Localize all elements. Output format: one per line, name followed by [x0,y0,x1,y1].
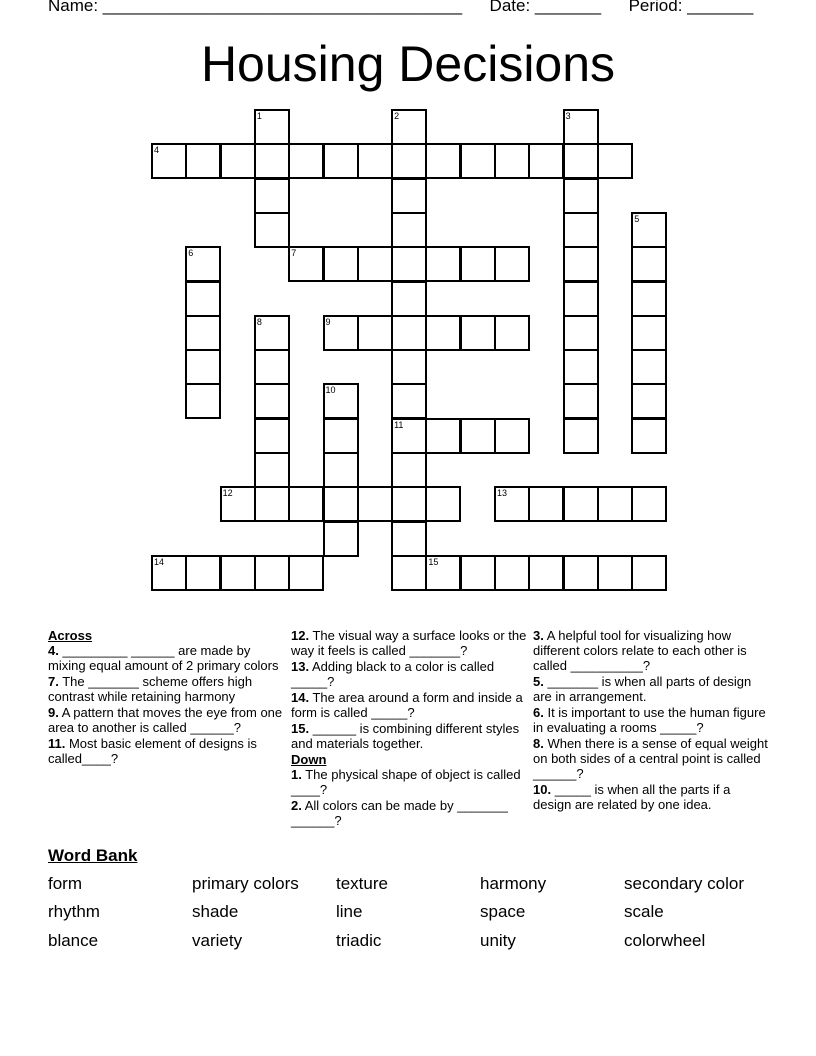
grid-cell[interactable] [254,418,290,454]
word-bank-item: variety [192,931,243,950]
word-bank-item: unity [480,931,516,950]
grid-cell[interactable] [323,246,359,282]
grid-cell[interactable] [391,315,427,351]
grid-cell[interactable] [185,281,221,317]
grid-cell[interactable] [288,246,324,282]
grid-cell[interactable] [288,486,324,522]
clue-number: 14 [154,556,165,567]
grid-cell[interactable] [563,555,599,591]
grid-cell[interactable] [631,418,667,454]
word-bank-item: line [336,902,363,921]
grid-cell[interactable] [323,452,359,488]
clue-number: 11 [394,419,404,430]
clue-down-2: 2. All colors can be made by _______ ______? [291,798,508,828]
word-bank-item: texture [336,874,388,893]
grid-cell[interactable] [151,143,187,179]
grid-cell[interactable] [391,383,427,419]
clue-across-4: 4. _________ ______ are made by mixing equal amount of 2 primary colors [48,643,279,673]
grid-cell[interactable] [254,555,290,591]
grid-cell[interactable] [425,315,461,351]
grid-cell[interactable] [563,349,599,385]
grid-cell[interactable] [494,486,530,522]
grid-cell[interactable] [391,109,427,145]
grid-cell[interactable] [391,281,427,317]
word-bank-item: triadic [336,931,382,950]
grid-cell[interactable] [494,418,530,454]
grid-cell[interactable] [185,555,221,591]
page-title: Housing Decisions [200,36,616,92]
clue-across-7: 7. The _______ scheme offers high contrast while retaining harmony [48,674,253,704]
clue-down-6: 6. It is important to use the human figure in evaluating a rooms _____? [533,705,766,735]
grid-cell[interactable] [631,212,667,248]
grid-cell[interactable] [563,486,599,522]
period-field-label: Period: _______ [628,0,754,15]
clue-number: 5 [634,213,640,224]
clue-number: 4 [154,145,160,156]
word-bank-item: blance [48,931,99,950]
grid-cell[interactable] [494,143,530,179]
clue-across-14: 14. The area around a form and inside a form is called _____? [291,690,523,720]
grid-cell[interactable] [220,486,256,522]
grid-cell[interactable] [288,555,324,591]
grid-cell[interactable] [425,486,461,522]
word-bank-title: Word Bank [48,846,138,865]
clue-number: 10 [325,385,336,396]
grid-cell[interactable] [631,349,667,385]
clues-column-2 [291,628,527,829]
clue-number: 3 [565,111,571,121]
grid-cell[interactable] [254,315,290,351]
grid-cell[interactable] [220,143,256,179]
grid-cell[interactable] [254,212,290,248]
grid-cell[interactable] [254,143,290,179]
grid-cell[interactable] [494,555,530,591]
clue-number: 6 [188,248,194,259]
grid-cell[interactable] [631,246,667,282]
grid-cell[interactable] [254,383,290,419]
word-bank-item: rhythm [48,902,100,921]
grid-cell[interactable] [563,315,599,351]
word-bank-item: harmony [480,874,547,893]
name-field-label: Name: ______________________________________ [48,0,463,15]
clue-down-1: 1. The physical shape of object is called ____? [291,767,521,797]
grid-cell[interactable] [185,383,221,419]
grid-cell[interactable] [391,452,427,488]
grid-cell[interactable] [460,143,496,179]
grid-cell[interactable] [391,521,427,557]
grid-cell[interactable] [323,383,359,419]
grid-cell[interactable] [563,281,599,317]
clues-column-1 [48,628,284,767]
grid-cell[interactable] [391,349,427,385]
word-bank-item: primary colors [192,874,299,893]
grid-cell[interactable] [563,178,599,214]
grid-cell[interactable] [563,109,599,145]
grid-cell[interactable] [323,521,359,557]
grid-cell[interactable] [631,315,667,351]
grid-cell[interactable] [357,246,393,282]
grid-cell[interactable] [391,418,427,454]
clue-across-15: 15. ______ is combining different styles and materials together. [291,721,520,751]
down-heading: Down [291,752,327,767]
grid-cell[interactable] [631,281,667,317]
clue-number: 13 [497,488,508,499]
clue-number: 12 [222,488,233,499]
grid-cell[interactable] [288,143,324,179]
clue-number: 8 [256,316,262,327]
word-bank-item: scale [624,902,664,921]
grid-cell[interactable] [425,555,461,591]
grid-cell[interactable] [425,246,461,282]
grid-cell[interactable] [391,486,427,522]
grid-cell[interactable] [357,486,393,522]
grid-cell[interactable] [528,143,564,179]
clue-across-13: 13. Adding black to a color is called _____? [291,659,495,689]
clue-number: 7 [291,248,297,259]
grid-cell[interactable] [460,418,496,454]
grid-cell[interactable] [357,315,393,351]
grid-cell[interactable] [254,178,290,214]
grid-cell[interactable] [425,418,461,454]
grid-cell[interactable] [323,315,359,351]
grid-cell[interactable] [185,143,221,179]
grid-cell[interactable] [185,246,221,282]
grid-cell[interactable] [631,383,667,419]
grid-cell[interactable] [185,315,221,351]
clue-number: 2 [394,111,400,121]
clue-across-12: 12. The visual way a surface looks or the way it feels is called _______? [291,628,527,658]
grid-cell[interactable] [425,143,461,179]
word-bank-item: form [48,874,82,893]
across-heading: Across [48,628,93,643]
grid-cell[interactable] [185,349,221,385]
clue-across-11: 11. Most basic element of designs is called____? [48,736,257,766]
clue-down-8: 8. When there is a sense of equal weight on both sides of a central point is called ______? [533,736,768,781]
clue-down-10: 10. _____ is when all the parts if a design are related by one idea. [533,782,731,812]
grid-cell[interactable] [597,555,633,591]
grid-cell[interactable] [391,212,427,248]
grid-cell[interactable] [254,452,290,488]
grid-cell[interactable] [460,555,496,591]
grid-cell[interactable] [597,486,633,522]
grid-cell[interactable] [563,383,599,419]
grid-cell[interactable] [528,486,564,522]
grid-cell[interactable] [391,178,427,214]
word-bank-item: shade [192,902,239,921]
grid-cell[interactable] [494,246,530,282]
grid-cell[interactable] [254,109,290,145]
grid-cell[interactable] [460,315,496,351]
clue-number: 9 [325,316,331,327]
grid-cell[interactable] [563,246,599,282]
clue-number: 1 [256,111,262,121]
grid-cell[interactable] [528,555,564,591]
grid-cell[interactable] [460,246,496,282]
date-field-label: Date: _______ [489,0,602,15]
clues-column-3 [533,628,769,813]
grid-cell[interactable] [563,143,599,179]
word-bank-item: space [480,902,526,921]
clue-down-5: 5. _______ is when all parts of design are in arrangement. [533,674,752,704]
grid-cell[interactable] [254,486,290,522]
grid-cell[interactable] [597,143,633,179]
grid-cell[interactable] [151,555,187,591]
grid-cell[interactable] [631,486,667,522]
grid-cell[interactable] [323,486,359,522]
word-bank-item: secondary color [624,874,745,893]
grid-cell[interactable] [631,555,667,591]
grid-cell[interactable] [563,212,599,248]
grid-cell[interactable] [391,246,427,282]
grid-cell[interactable] [494,315,530,351]
grid-cell[interactable] [254,349,290,385]
grid-cell[interactable] [323,418,359,454]
word-bank-item: colorwheel [624,931,706,950]
clue-number: 15 [428,556,439,567]
clue-across-9: 9. A pattern that moves the eye from one area to another is called ______? [48,705,283,735]
grid-cell[interactable] [391,555,427,591]
grid-cell[interactable] [357,143,393,179]
clue-down-3: 3. A helpful tool for visualizing how different colors relate to each other is called __________? [533,628,747,673]
grid-cell[interactable] [220,555,256,591]
grid-cell[interactable] [391,143,427,179]
grid-cell[interactable] [563,418,599,454]
grid-cell[interactable] [323,143,359,179]
